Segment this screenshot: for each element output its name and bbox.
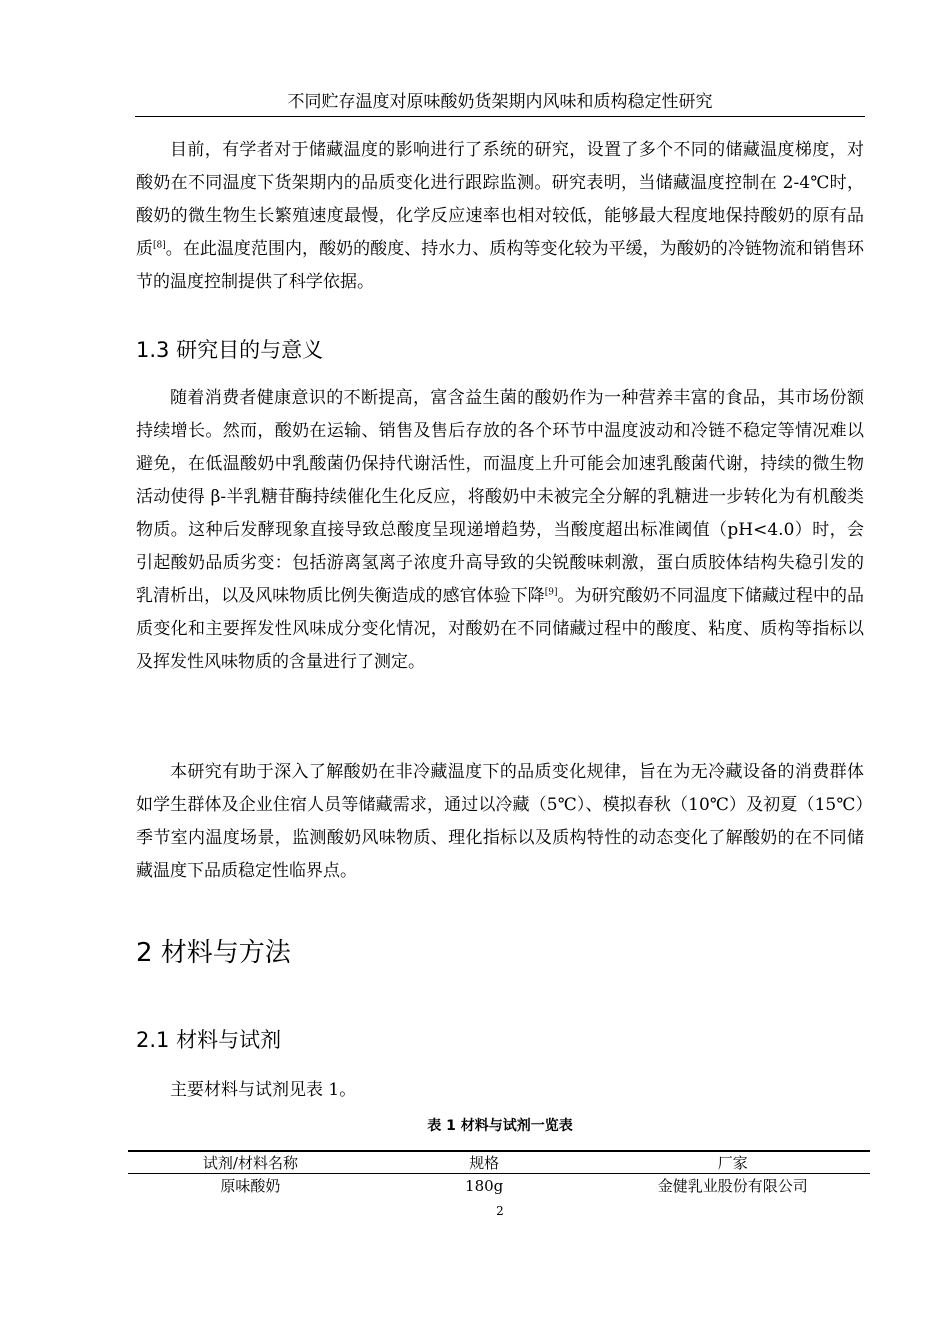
paragraph-storage-temperature-research bbox=[136, 134, 864, 299]
section-heading-2-1: 2.1 材料与试剂 bbox=[136, 1028, 282, 1052]
materials-table bbox=[128, 1150, 870, 1198]
table-row bbox=[128, 1174, 870, 1199]
paragraph-materials-intro: 主要材料与试剂见表 1。 bbox=[170, 1080, 357, 1100]
table-cell: 180g bbox=[465, 1177, 504, 1195]
citation-ref: [8] bbox=[153, 240, 166, 251]
section-heading-2: 2 材料与方法 bbox=[136, 938, 291, 968]
citation-ref: [9] bbox=[544, 587, 558, 598]
table-cell: 金健乳业股份有限公司 bbox=[657, 1177, 808, 1195]
paragraph-study-purpose: 本研究有助于深入了解酸奶在非冷藏温度下的品质变化规律，旨在为无冷藏设备的消费群体如学生群体及企业住宿人员等储藏需求，通过以冷藏（5℃）、模拟春秋（10℃）及初夏（15℃）季节室内温度场景，监测酸奶风味物质、理化指标以及质构特性的动态变化了解酸奶的在不同储藏温度下品质稳定性临界点。 bbox=[136, 762, 864, 881]
paragraph-consumer-health bbox=[136, 382, 864, 679]
column-header-name: 试剂/材料名称 bbox=[128, 1151, 373, 1174]
header-rule bbox=[135, 116, 865, 117]
running-header: 不同贮存温度对原味酸奶货架期内风味和质构稳定性研究 bbox=[287, 92, 713, 112]
table-header-row bbox=[128, 1151, 870, 1174]
table-cell: 原味酸奶 bbox=[220, 1177, 281, 1195]
page-number: 2 bbox=[496, 1204, 504, 1218]
paragraph-text: 目前，有学者对于储藏温度的影响进行了系统的研究，设置了多个不同的储藏温度梯度，对酸奶在不同温度下货架期内的品质变化进行跟踪监测。研究表明，当储藏温度控制在 2-4℃时，酸奶的微生物生长繁殖速度最慢，化学反应速率也相对较低，能够最大程度地保持酸奶的原有品质 bbox=[136, 140, 864, 259]
paragraph-text: 。在此温度范围内，酸奶的酸度、持水力、质构等变化较为平缓，为酸奶的冷链物流和销售环节的温度控制提供了科学依据。 bbox=[136, 239, 864, 292]
section-heading-1-3: 1.3 研究目的与意义 bbox=[136, 338, 324, 362]
paragraph-text: 。为研究酸奶不同温度下储藏过程中的品质变化和主要挥发性风味成分变化情况，对酸奶在不同储藏过程中的酸度、粘度、质构等指标以及挥发性风味物质的含量进行了测定。 bbox=[136, 586, 865, 672]
table-caption: 表 1 材料与试剂一览表 bbox=[427, 1118, 573, 1134]
column-header-manufacturer: 厂家 bbox=[595, 1151, 870, 1174]
paragraph-text: 随着消费者健康意识的不断提高，富含益生菌的酸奶作为一种营养丰富的食品，其市场份额持续增长。然而，酸奶在运输、销售及售后存放的各个环节中温度波动和冷链不稳定等情况难以避免，在低温酸奶中乳酸菌仍保持代谢活性，而温度上升可能会加速乳酸菌代谢，持续的微生物活动使得 β-半乳糖苷酶持续催化生化反应，将酸奶中未被完全分解的乳糖进一步转化为有机酸类物质。这种后发酵现象直接导致总酸度呈现递增趋势，当酸度超出标准阈值（pH<4.0）时，会引起酸奶品质劣变：包括游离氢离子浓度升高导致的尖锐酸味刺激，蛋白质胶体结构失稳引发的乳清析出，以及风味物质比例失衡造成的感官体验下降 bbox=[136, 388, 864, 606]
column-header-spec: 规格 bbox=[373, 1151, 596, 1174]
